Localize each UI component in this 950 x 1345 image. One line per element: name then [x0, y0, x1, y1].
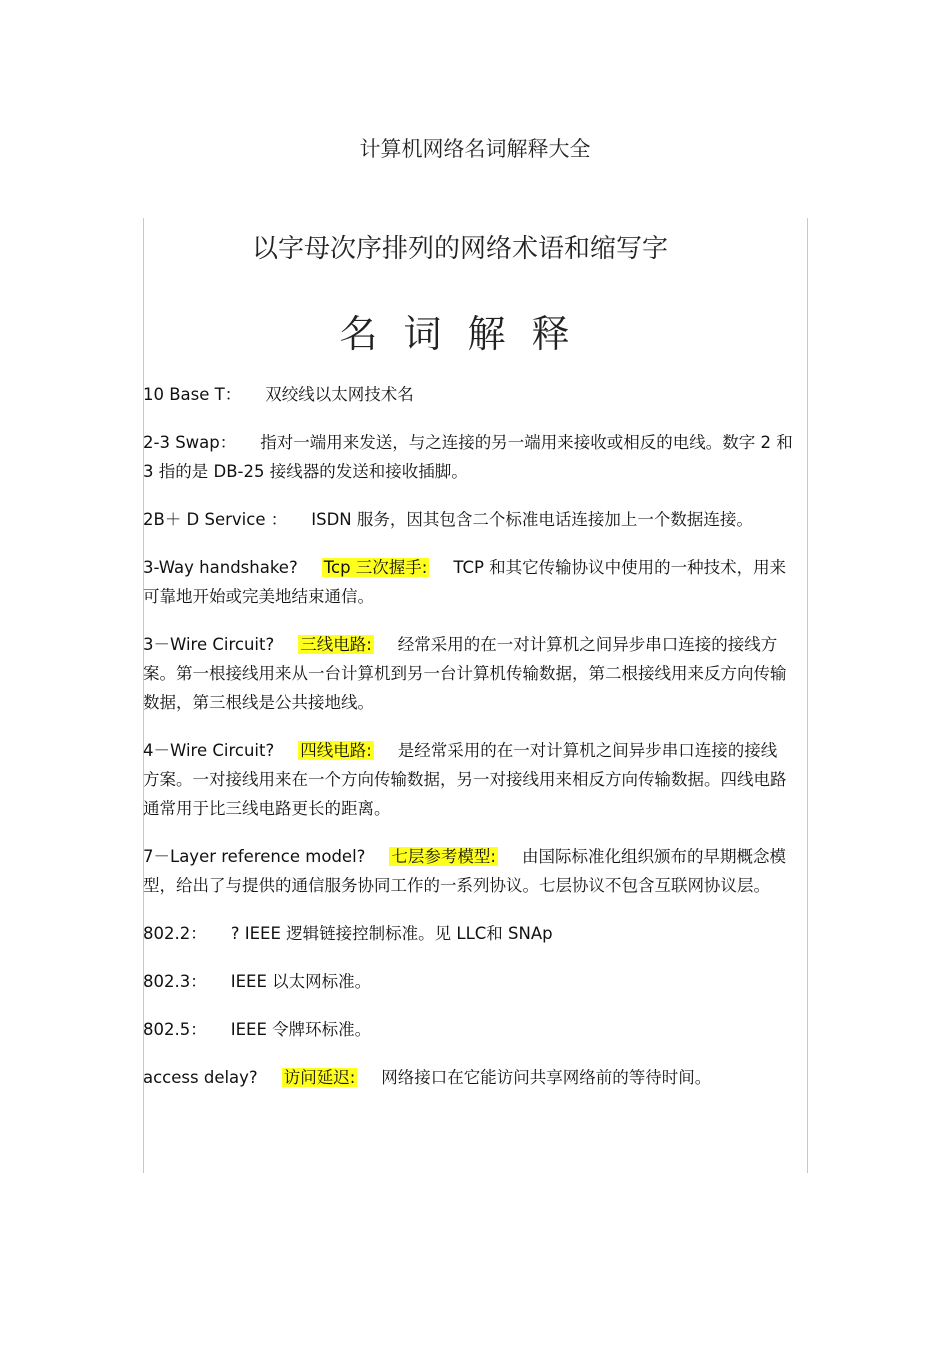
- glossary-entry: [143, 919, 793, 948]
- entry-highlight: Tcp 三次握手:: [323, 558, 428, 577]
- entry-definition: IEEE 以太网标准。: [230, 972, 372, 991]
- entry-definition: 网络接口在它能访问共享网络前的等待时间。: [381, 1068, 712, 1087]
- entry-term: 3－Wire Circuit?: [143, 635, 275, 654]
- entry-term: 802.3：: [143, 972, 207, 991]
- entry-highlight: 三线电路:: [300, 635, 372, 654]
- entry-highlight: 四线电路:: [300, 741, 372, 760]
- entry-definition: 双绞线以太网技术名: [265, 385, 414, 404]
- entry-definition: 由国际标准化组织颁布的早期概念模型，给出了与提供的通信服务协同工作的一系列协议。七层协议不包含互联网协议层。: [143, 847, 786, 895]
- entry-term: 10 Base T：: [143, 385, 242, 404]
- glossary-entry: [143, 428, 793, 486]
- entry-highlight: 七层参考模型:: [391, 847, 496, 866]
- entry-definition: IEEE 令牌环标准。: [230, 1020, 372, 1039]
- glossary-entry: [143, 842, 793, 900]
- glossary-entry: [143, 736, 793, 823]
- glossary-list: [143, 380, 793, 1111]
- entry-term: 802.5：: [143, 1020, 207, 1039]
- section-heading: 名词解释: [339, 312, 596, 356]
- document-title: 计算机网络名词解释大全: [359, 137, 591, 161]
- entry-term: 2-3 Swap：: [143, 433, 237, 452]
- entry-term: 3-Way handshake?: [143, 558, 298, 577]
- entry-definition: TCP 和其它传输协议中使用的一种技术，用来可靠地开始或完美地结束通信。: [143, 558, 787, 606]
- glossary-entry: [143, 1063, 793, 1092]
- entry-definition: 是经常采用的在一对计算机之间异步串口连接的接线方案。一对接线用来在一个方向传输数据，另一对接线用来相反方向传输数据。四线电路通常用于比三线电路更长的距离。: [143, 741, 787, 818]
- entry-term: 802.2：: [143, 924, 207, 943]
- entry-term: 7－Layer reference model?: [143, 847, 366, 866]
- entry-term: 4－Wire Circuit?: [143, 741, 275, 760]
- entry-definition: ? IEEE 逻辑链接控制标准。见 LLC和 SNAp: [230, 924, 553, 943]
- glossary-entry: [143, 630, 793, 717]
- glossary-entry: [143, 380, 793, 409]
- entry-definition: ISDN 服务，因其包含二个标准电话连接加上一个数据连接。: [311, 510, 753, 529]
- entry-definition: 经常采用的在一对计算机之间异步串口连接的接线方案。第一根接线用来从一台计算机到另一台计算机传输数据，第二根接线用来反方向传输数据，第三根线是公共接地线。: [143, 635, 787, 712]
- glossary-entry: [143, 505, 793, 534]
- glossary-entry: [143, 553, 793, 611]
- entry-term: access delay?: [143, 1068, 258, 1087]
- entry-highlight: 访问延迟:: [283, 1068, 356, 1087]
- document-subtitle: 以字母次序排列的网络术语和缩写字: [251, 234, 668, 264]
- glossary-entry: [143, 1015, 793, 1044]
- entry-definition: 指对一端用来发送，与之连接的另一端用来接收或相反的电线。数字 2 和 3 指的是 DB-25 接线器的发送和接收插脚。: [143, 433, 793, 481]
- entry-term: 2B＋ D Service ：: [143, 510, 288, 529]
- glossary-entry: [143, 967, 793, 996]
